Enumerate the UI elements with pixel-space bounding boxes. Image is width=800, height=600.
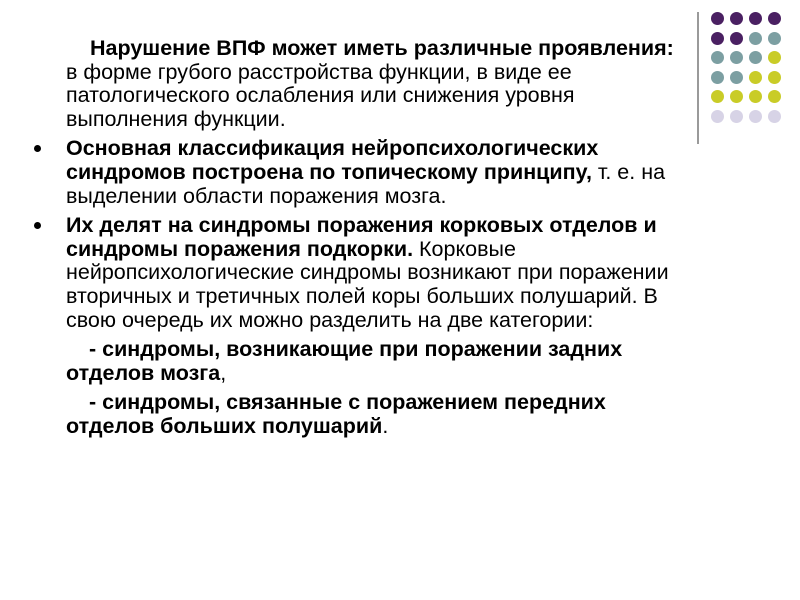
decorative-dot [711,12,724,25]
paragraph-3-text: Корковые нейропсихологические синдромы возникают при поражении вторичных и третичных полей коры больших полушарий. В свою очередь их можно разделить на две категории: [66,236,669,332]
subitem-1-text: , [220,360,227,385]
bullet-syndromes [30,214,690,332]
decorative-dot [749,90,762,103]
subitem-1-bold: - синдромы, возникающие при поражении задних отделов мозга [66,337,623,385]
decorative-dot [711,90,724,103]
decorative-dot [711,32,724,45]
paragraph-2-text: т. е. на выделении области поражения мозга. [66,159,666,208]
decorative-dot [730,90,743,103]
decorative-dot [749,51,762,64]
bullet-classification [30,137,690,208]
decorative-dot [730,12,743,25]
decorative-dot [711,71,724,84]
decorative-dot [730,51,743,64]
paragraph-vpf-disorders [30,37,690,131]
decorative-dot [768,51,781,64]
subitem-anterior [30,391,690,438]
paragraph-3-bold: Их делят на синдромы поражения корковых отделов и синдромы поражения подкорки. [66,213,657,261]
decorative-dot [768,71,781,84]
decorative-dot [768,110,781,123]
subitem-2-bold: - синдромы, связанные с поражением передних отделов больших полушарий [66,390,606,438]
decorative-dot [730,32,743,45]
decorative-dot [768,12,781,25]
slide-text-body [30,37,690,445]
decorative-dot [749,110,762,123]
decorative-dot [768,90,781,103]
paragraph-1-text: в форме грубого расстройства функции, в виде ее патологического ослабления или снижения уровня выполнения функции. [66,59,575,131]
paragraph-1-bold: Нарушение ВПФ может иметь различные проявления: [90,36,674,60]
decorative-dot [768,32,781,45]
decorative-dot [730,110,743,123]
paragraph-2-bold: Основная классификация нейропсихологических синдромов построена по топическому принципу, [66,136,599,184]
bullet-icon [34,222,41,229]
decorative-dot [730,71,743,84]
decorative-dot [749,71,762,84]
decorative-vertical-line [697,12,699,144]
decorative-dot [711,51,724,64]
decorative-dot [711,110,724,123]
subitem-posterior [30,338,690,385]
decorative-dot [749,32,762,45]
bullet-icon [34,145,41,152]
subitem-2-text: . [382,413,389,438]
decorative-dot [749,12,762,25]
decorative-dot-grid [711,12,791,132]
